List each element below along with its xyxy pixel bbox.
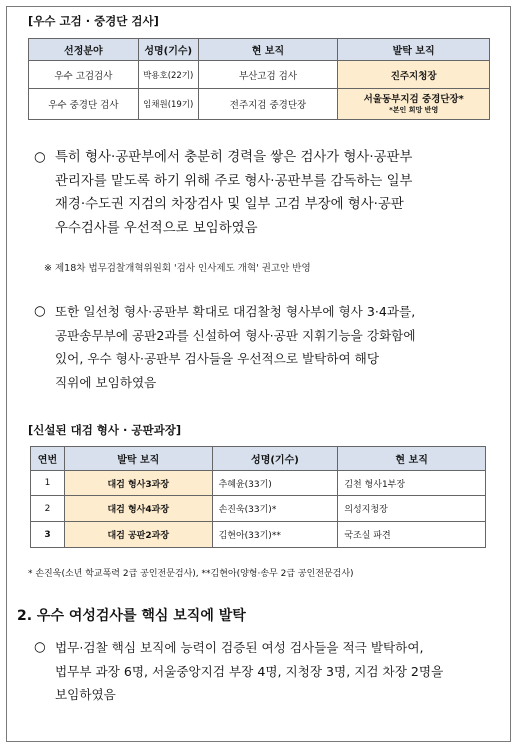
name-cell: 손진욱(33기)* (212, 496, 338, 522)
col-header: 성명(기수) (212, 447, 338, 471)
paragraph-line: 법무·검찰 핵심 보직에 능력이 검증된 여성 검사들을 적극 발탁하여, (55, 640, 424, 655)
paragraph-line: 공판송무부에 공판2과를 신설하여 형사·공판 지휘기능을 강화함에 (55, 327, 416, 343)
field-cell: 우수 중경단 검사 (29, 89, 139, 120)
dest-post-cell: 진주지청장 (338, 61, 490, 89)
col-header: 발탁 보직 (338, 39, 490, 61)
paragraph-line: 보임하였음 (55, 687, 116, 703)
paragraph-line: 직위에 보임하였음 (55, 374, 157, 390)
table-row (31, 496, 486, 522)
col-header: 연번 (31, 447, 65, 471)
current-post-cell: 전주지검 중경단장 (198, 89, 338, 120)
section2-title: [신설된 대검 형사 · 공판과장] (28, 423, 182, 437)
bullet-circle: ○ (34, 150, 46, 165)
paragraph-line: 관리자를 맡도록 하기 위해 주로 형사·공판부를 감독하는 일부 (55, 173, 413, 189)
paragraph-text (55, 636, 511, 707)
dest-post-note: *본인 희망 반영 (389, 105, 439, 114)
dest-post-cell: 대검 형사3과장 (64, 471, 212, 496)
number-cell: 3 (31, 522, 65, 548)
reference-note: ※ 제18차 법무검찰개혁위원회 '검사 인사제도 개혁' 권고안 반영 (44, 263, 311, 274)
field-cell: 우수 고검검사 (29, 61, 139, 89)
footnote: * 손진욱(소년 학교폭력 2급 공인전문검사), **김현아(양형·송무 2급 공인전문검사) (28, 569, 354, 579)
table-row (29, 61, 490, 89)
table-row (31, 522, 486, 548)
table-row (31, 471, 486, 496)
current-post-cell: 김천 형사1부장 (338, 471, 486, 496)
col-header: 현 보직 (198, 39, 338, 61)
dest-post-cell (338, 89, 490, 120)
paragraph-line: 우수검사를 우선적으로 보임하였음 (55, 220, 258, 236)
number-cell: 2 (31, 496, 65, 522)
bullet-circle: ○ (34, 640, 46, 655)
name-cell: 김현아(33기)** (212, 522, 338, 548)
dest-post-cell: 대검 형사4과장 (64, 496, 212, 522)
paragraph-text (55, 146, 511, 240)
paragraph-line: 재경·수도권 지검의 차장검사 및 일부 고검 부장에 형사·공판 (55, 197, 404, 213)
current-post-cell: 부산고검 검사 (198, 61, 338, 89)
table-row (29, 89, 490, 120)
section2-header-row (31, 447, 486, 471)
section1-header-row (29, 39, 490, 61)
current-post-cell: 국조실 파견 (338, 522, 486, 548)
paragraph-line: 법무부 과장 6명, 서울중앙지검 부장 4명, 지청장 3명, 지검 차장 2명을 (55, 663, 444, 679)
dest-post-cell: 대검 공판2과장 (64, 522, 212, 548)
paragraph-line: 있어, 우수 형사·공판부 검사들을 우선적으로 발탁하여 해당 (55, 351, 379, 367)
col-header: 성명(기수) (138, 39, 198, 61)
paragraph-text (55, 300, 511, 394)
section1-table (28, 38, 490, 120)
section-heading-2: 2. 우수 여성검사를 핵심 보직에 발탁 (17, 608, 246, 624)
col-header: 발탁 보직 (64, 447, 212, 471)
section1-title: [우수 고검 · 중경단 검사] (28, 14, 159, 28)
name-cell: 추혜윤(33기) (212, 471, 338, 496)
name-cell: 임채원(19기) (138, 89, 198, 120)
current-post-cell: 의성지청장 (338, 496, 486, 522)
col-header: 현 보직 (338, 447, 486, 471)
bullet-circle: ○ (34, 304, 46, 319)
paragraph-line: 또한 일선청 형사·공판부 확대로 대검찰청 형사부에 형사 3·4과를, (55, 304, 416, 319)
name-cell: 박용호(22기) (138, 61, 198, 89)
paragraph-line: 특히 형사·공판부에서 충분히 경력을 쌓은 검사가 형사·공판부 (55, 150, 413, 165)
dest-post-label: 서울동부지검 중경단장* (363, 93, 464, 105)
col-header: 선정분야 (29, 39, 139, 61)
number-cell: 1 (31, 471, 65, 496)
section2-table (30, 446, 486, 548)
